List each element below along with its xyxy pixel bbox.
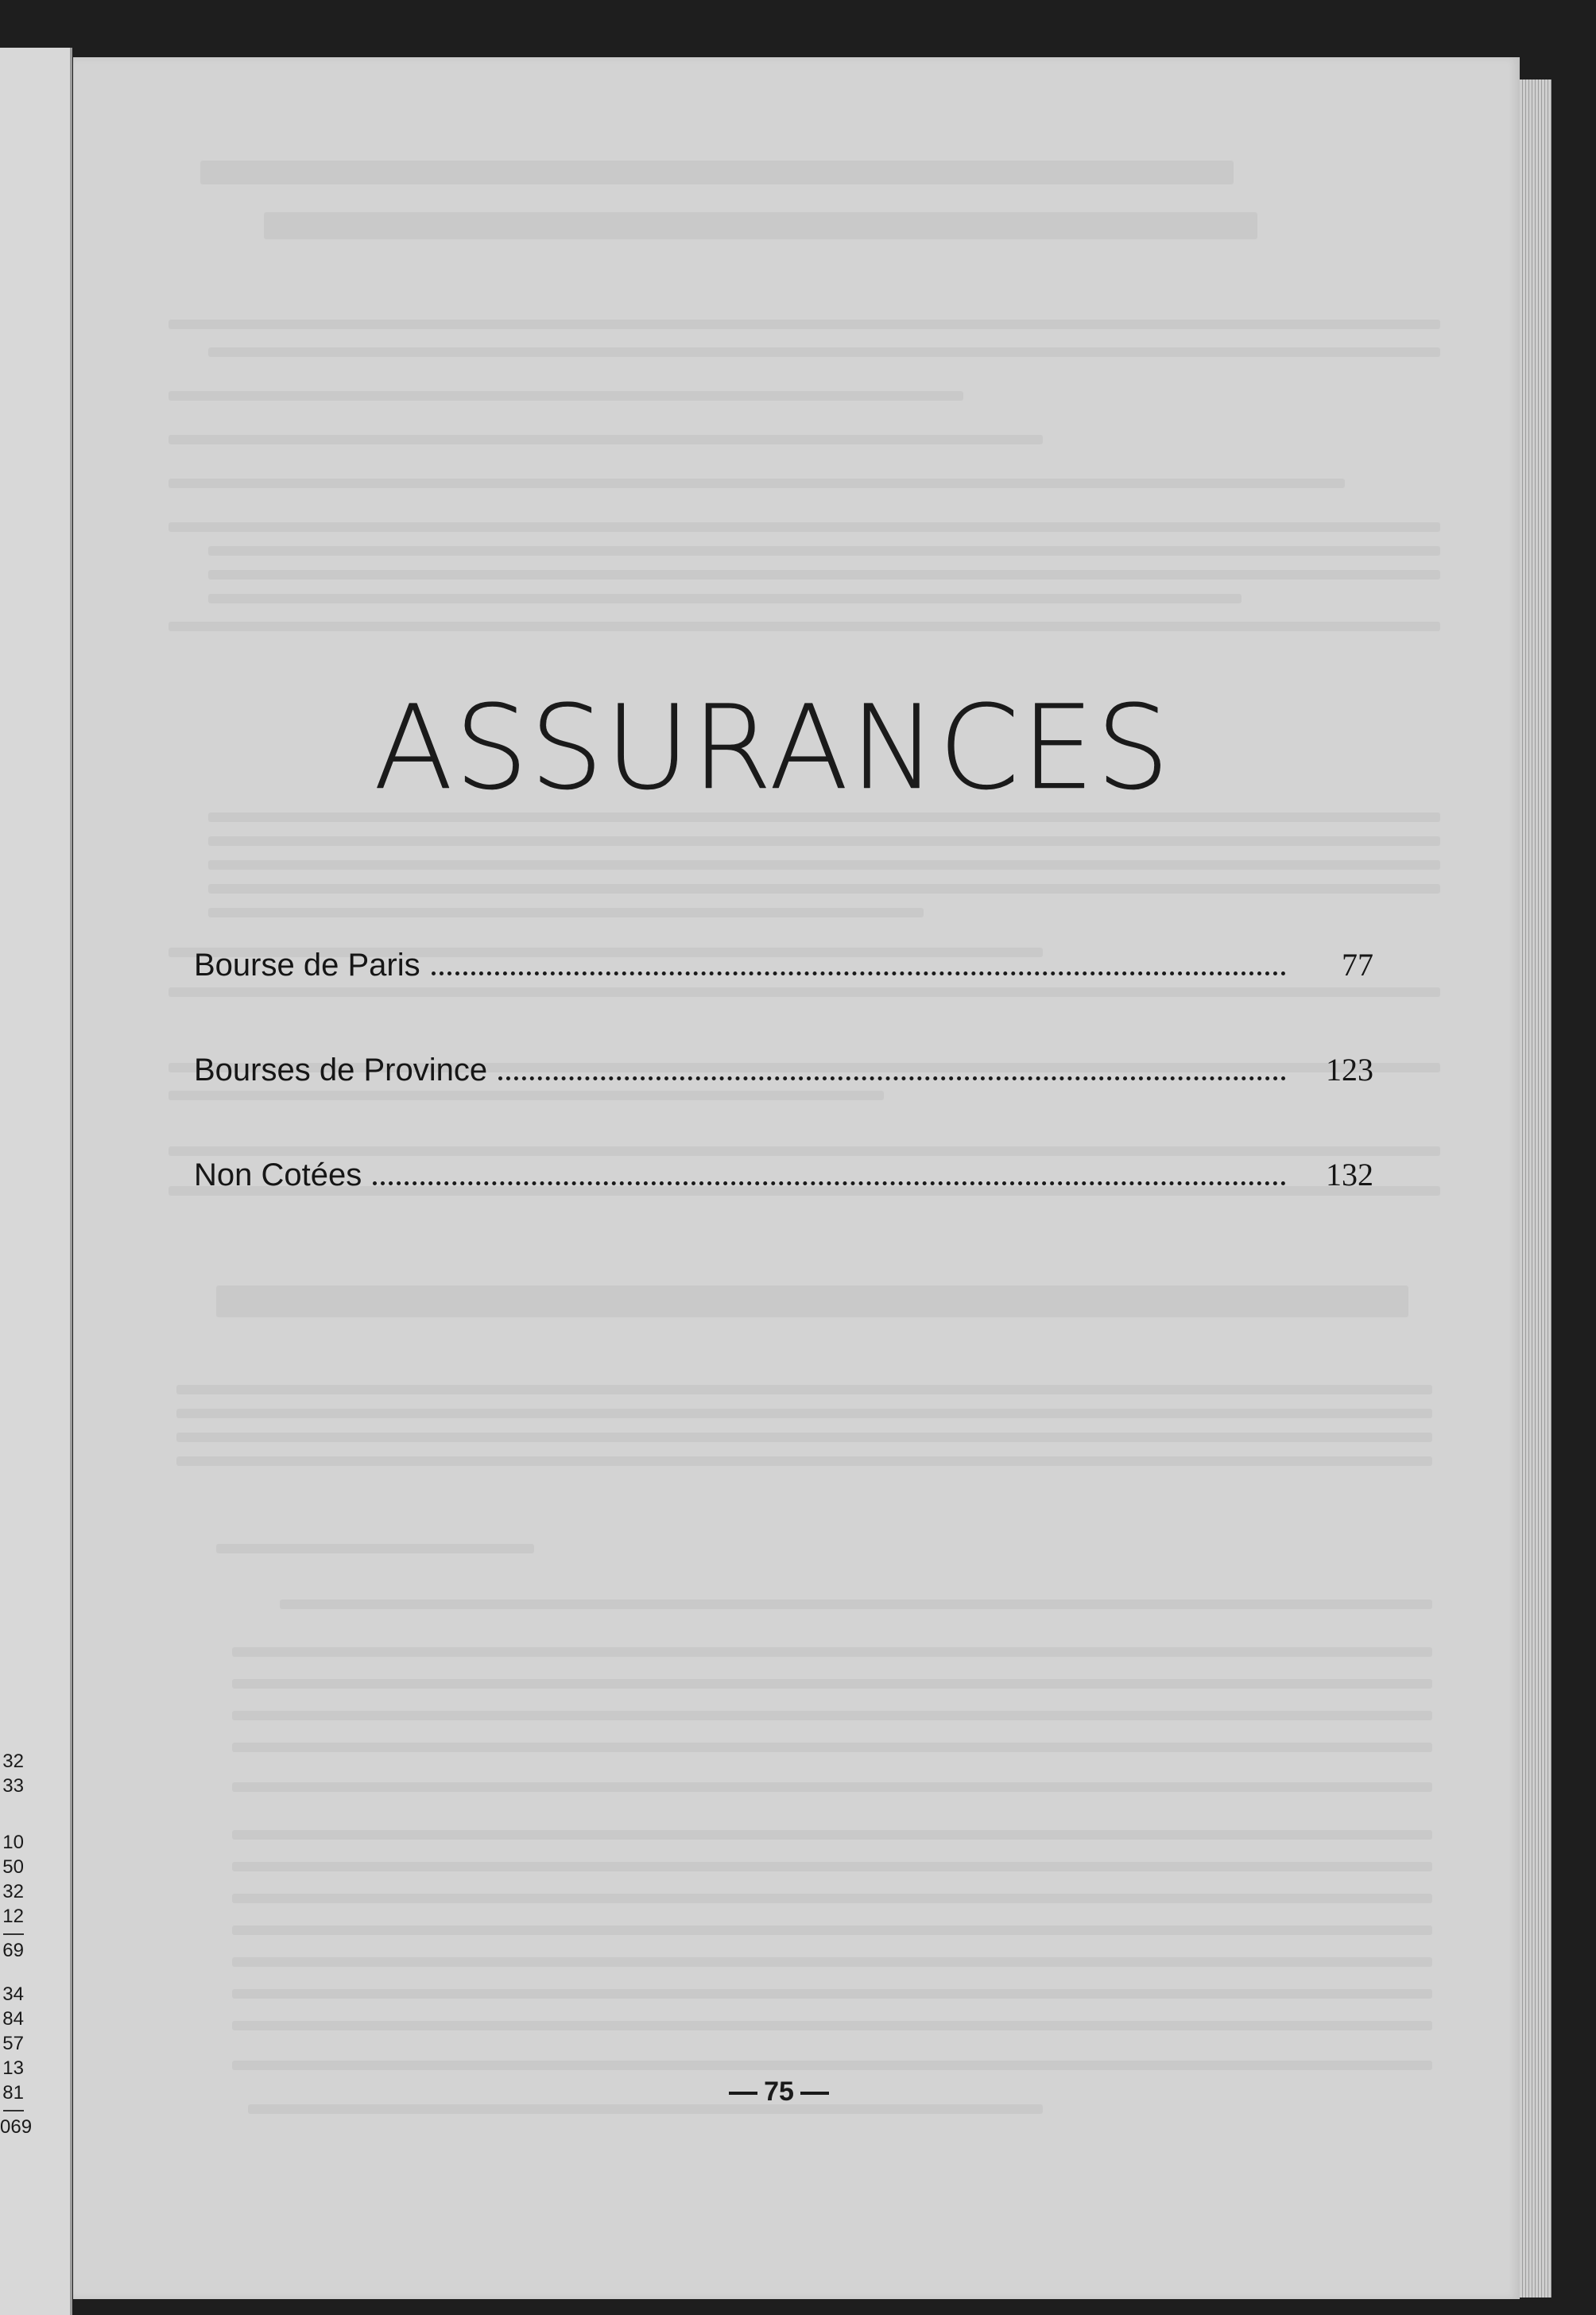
toc-entry-label: Bourses de Province bbox=[194, 1053, 488, 1088]
facing-number: 10 bbox=[2, 1832, 24, 1853]
bleed-through bbox=[232, 1894, 1432, 1903]
bleed-through bbox=[200, 161, 1234, 184]
bleed-through bbox=[232, 1711, 1432, 1720]
table-of-contents bbox=[194, 946, 1373, 1261]
toc-leader-dots bbox=[432, 967, 1286, 975]
page-title: ASSURANCES bbox=[374, 680, 1172, 816]
bleed-through bbox=[232, 1782, 1432, 1792]
bleed-through bbox=[169, 622, 1440, 631]
facing-total: 69 bbox=[2, 1940, 24, 1961]
bleed-through bbox=[169, 479, 1345, 488]
facing-number: 12 bbox=[2, 1906, 24, 1927]
toc-entry bbox=[194, 946, 1373, 994]
facing-number: 32 bbox=[2, 1751, 24, 1772]
bleed-through bbox=[216, 1544, 534, 1553]
bleed-through bbox=[232, 1647, 1432, 1657]
facing-number: 50 bbox=[2, 1856, 24, 1878]
bleed-through bbox=[169, 320, 1440, 329]
bleed-through bbox=[169, 435, 1043, 444]
bleed-through bbox=[248, 2104, 1043, 2114]
bleed-through bbox=[232, 1743, 1432, 1752]
bleed-through bbox=[264, 212, 1257, 239]
facing-number: 57 bbox=[2, 2033, 24, 2054]
bleed-through bbox=[176, 1409, 1432, 1418]
toc-leader-dots bbox=[498, 1072, 1286, 1080]
bleed-through bbox=[232, 1925, 1432, 1935]
facing-number: 33 bbox=[2, 1775, 24, 1797]
bleed-through bbox=[208, 884, 1440, 894]
bleed-through bbox=[208, 594, 1242, 603]
bleed-through bbox=[280, 1600, 1432, 1609]
bleed-through bbox=[176, 1433, 1432, 1442]
bleed-through bbox=[232, 1957, 1432, 1967]
toc-entry-page: 132 bbox=[1326, 1157, 1373, 1192]
page-number-text: 75 bbox=[764, 2077, 794, 2107]
facing-page-edge bbox=[0, 48, 72, 2315]
page-stack-edges bbox=[1520, 79, 1551, 2298]
facing-page-numbers bbox=[0, 1749, 33, 2139]
bleed-through bbox=[232, 1862, 1432, 1871]
toc-entry-page: 123 bbox=[1326, 1052, 1373, 1088]
toc-entry bbox=[194, 1051, 1373, 1099]
facing-number: 34 bbox=[2, 1983, 24, 2005]
facing-number: 84 bbox=[2, 2008, 24, 2030]
facing-number: 81 bbox=[2, 2082, 24, 2104]
facing-rule bbox=[3, 2110, 24, 2111]
bleed-through bbox=[169, 391, 963, 401]
toc-entry-label: Bourse de Paris bbox=[194, 948, 420, 983]
page-number bbox=[715, 2077, 843, 2108]
folio-dash bbox=[729, 2092, 757, 2095]
bleed-through bbox=[208, 836, 1440, 846]
facing-number: 13 bbox=[2, 2057, 24, 2079]
bleed-through bbox=[232, 1679, 1432, 1689]
bleed-through bbox=[169, 522, 1440, 532]
bleed-through bbox=[232, 2021, 1432, 2030]
toc-entry bbox=[194, 1156, 1373, 1204]
bleed-through bbox=[216, 1285, 1408, 1317]
folio-dash bbox=[800, 2092, 829, 2095]
bleed-through bbox=[176, 1385, 1432, 1394]
toc-entry-label: Non Cotées bbox=[194, 1158, 362, 1192]
bleed-through bbox=[176, 1456, 1432, 1466]
bleed-through bbox=[232, 2061, 1432, 2070]
facing-total: 069 bbox=[0, 2116, 33, 2138]
bleed-through bbox=[232, 1830, 1432, 1840]
toc-leader-dots bbox=[373, 1177, 1286, 1185]
bleed-through bbox=[208, 908, 924, 917]
toc-entry-page: 77 bbox=[1342, 947, 1373, 983]
bleed-through bbox=[232, 1989, 1432, 1999]
bleed-through bbox=[208, 347, 1440, 357]
bleed-through bbox=[208, 570, 1440, 580]
bleed-through bbox=[208, 546, 1440, 556]
bleed-through bbox=[208, 860, 1440, 870]
facing-number: 32 bbox=[2, 1881, 24, 1902]
facing-rule bbox=[3, 1933, 24, 1935]
